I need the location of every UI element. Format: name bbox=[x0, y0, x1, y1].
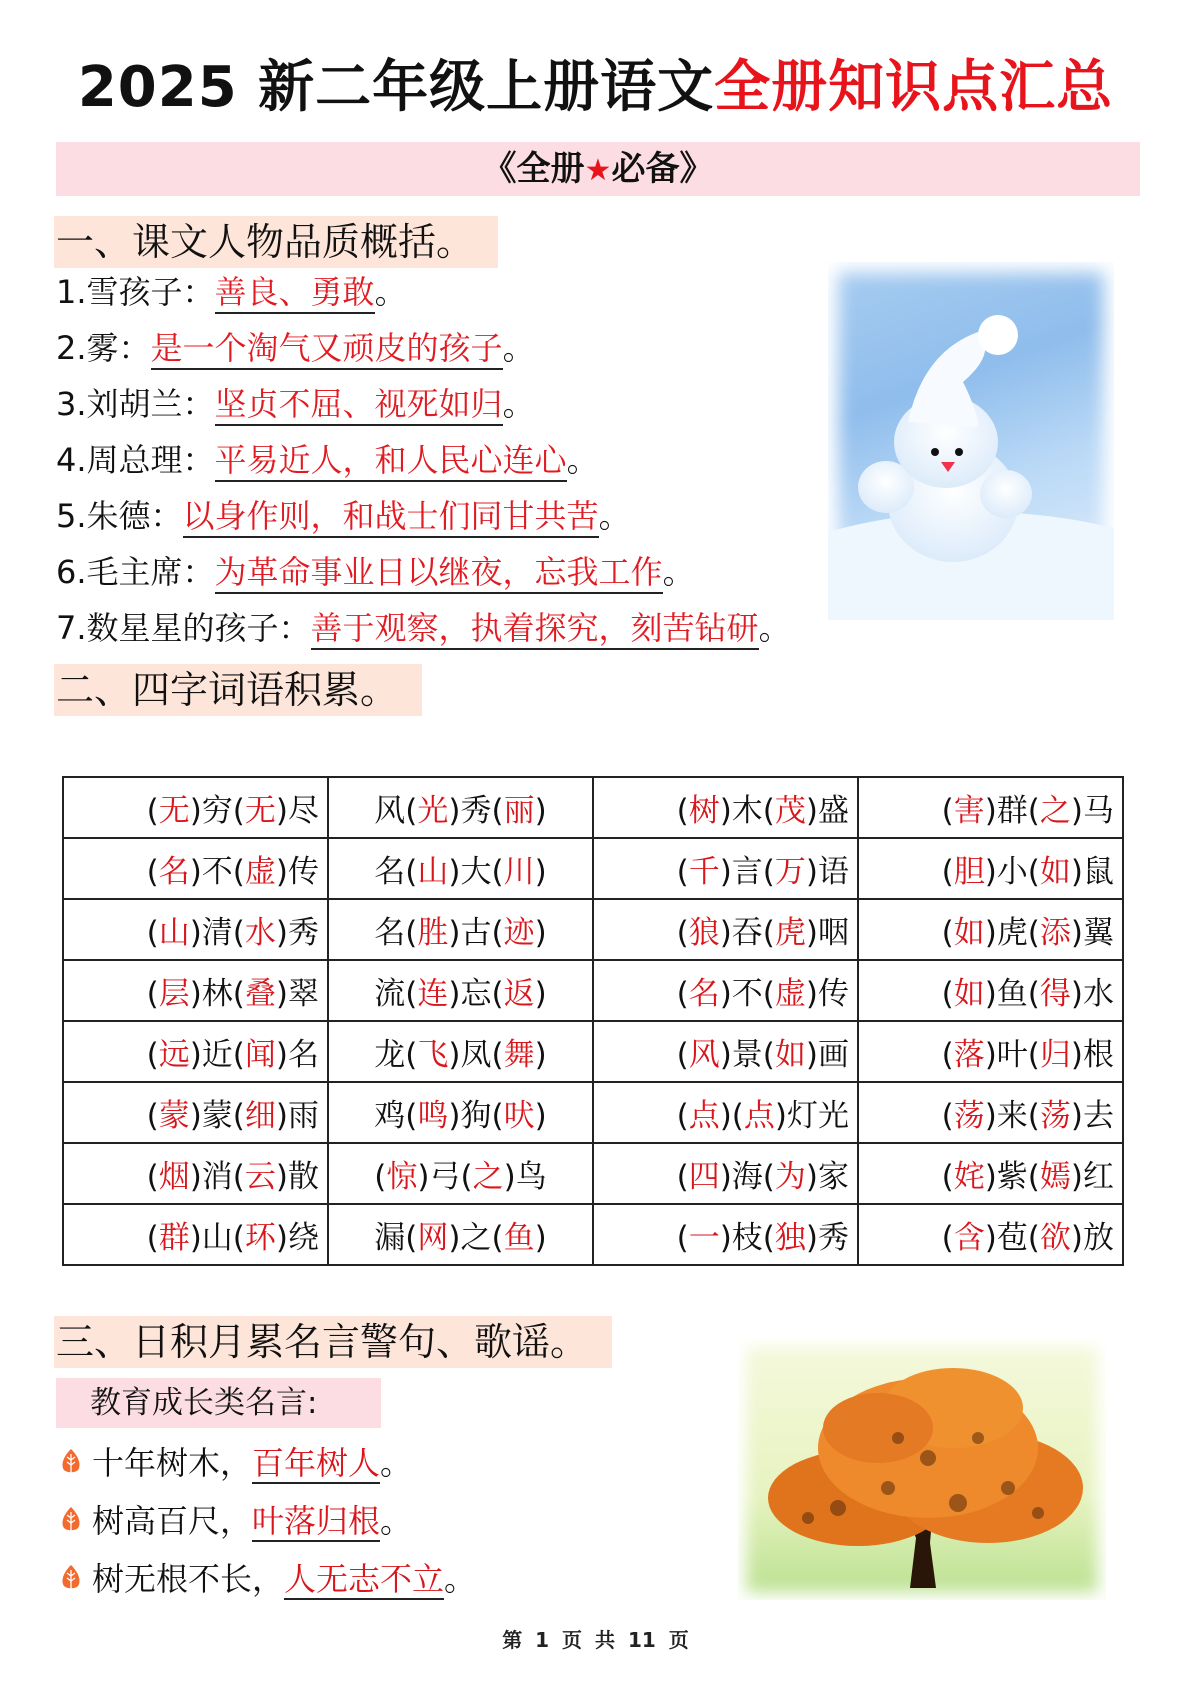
idiom-text: ( bbox=[146, 976, 159, 1012]
idiom-text: )穷( bbox=[189, 793, 245, 829]
idiom-text: )鸟 bbox=[503, 1159, 547, 1195]
idiom-text: )语 bbox=[805, 854, 849, 890]
idiom-text: )马 bbox=[1070, 793, 1114, 829]
idiom-row bbox=[63, 960, 1123, 1021]
idiom-row bbox=[63, 1204, 1123, 1265]
idiom-text: )叶( bbox=[984, 1037, 1040, 1073]
idiom-answer: 迹 bbox=[503, 915, 535, 951]
idiom-answer: 吠 bbox=[503, 1098, 535, 1134]
idiom-cell bbox=[858, 777, 1123, 838]
idiom-text: )名 bbox=[275, 1037, 319, 1073]
item-answer: 平易近人，和人民心连心 bbox=[215, 441, 567, 482]
idiom-cell bbox=[63, 1143, 328, 1204]
idiom-text: )秀( bbox=[448, 793, 504, 829]
item-end: 。 bbox=[598, 497, 631, 535]
idiom-text: ) bbox=[534, 1220, 547, 1256]
idiom-text: )鱼( bbox=[984, 976, 1040, 1012]
idiom-answer: 胜 bbox=[417, 915, 449, 951]
idiom-answer: 得 bbox=[1039, 976, 1071, 1012]
idiom-answer: 如 bbox=[774, 1037, 806, 1073]
item-answer: 坚贞不屈、视死如归 bbox=[215, 385, 503, 426]
item-label: 1.雪孩子： bbox=[56, 273, 215, 311]
idiom-cell bbox=[63, 960, 328, 1021]
idiom-text: )秀 bbox=[805, 1220, 849, 1256]
idiom-row bbox=[63, 1082, 1123, 1143]
idiom-row bbox=[63, 838, 1123, 899]
idiom-text: )翼 bbox=[1070, 915, 1114, 951]
title-main: 2025 新二年级上册语文 bbox=[77, 55, 715, 120]
item-label: 6.毛主席： bbox=[56, 553, 215, 591]
idiom-text: ) bbox=[534, 976, 547, 1012]
quote-answer: 百年树人 bbox=[252, 1444, 381, 1482]
page-title bbox=[0, 52, 1191, 124]
idiom-answer: 含 bbox=[953, 1220, 985, 1256]
idiom-text: ) bbox=[534, 793, 547, 829]
idiom-text: ( bbox=[941, 1098, 954, 1134]
idiom-text: )林( bbox=[189, 976, 245, 1012]
subtitle-banner bbox=[56, 142, 1140, 196]
idiom-text: ) bbox=[534, 915, 547, 951]
idiom-text: )雨 bbox=[275, 1098, 319, 1134]
idiom-answer: 名 bbox=[688, 976, 720, 1012]
item-end: 。 bbox=[662, 553, 695, 591]
idiom-text: )咽 bbox=[805, 915, 849, 951]
idiom-text: ( bbox=[676, 1220, 689, 1256]
idiom-answer: 惊 bbox=[386, 1159, 418, 1195]
idiom-text: )吞( bbox=[719, 915, 775, 951]
idiom-answer: 荡 bbox=[953, 1098, 985, 1134]
idiom-answer: 叠 bbox=[244, 976, 276, 1012]
idiom-text: )之( bbox=[448, 1220, 504, 1256]
snowman-photo bbox=[828, 262, 1114, 620]
idiom-answer: 舞 bbox=[503, 1037, 535, 1073]
idiom-text: )盛 bbox=[805, 793, 849, 829]
idiom-answer: 胆 bbox=[953, 854, 985, 890]
idiom-text: )水 bbox=[1070, 976, 1114, 1012]
item-answer: 善良、勇敢 bbox=[215, 273, 375, 314]
idiom-cell bbox=[63, 899, 328, 960]
idiom-text: )清( bbox=[189, 915, 245, 951]
idiom-text: )传 bbox=[805, 976, 849, 1012]
idiom-text: 鸡( bbox=[374, 1098, 418, 1134]
idiom-answer: 丽 bbox=[503, 793, 535, 829]
idiom-text: )虎( bbox=[984, 915, 1040, 951]
idiom-text: ( bbox=[941, 1037, 954, 1073]
item-label: 4.周总理： bbox=[56, 441, 215, 479]
idiom-text: )鼠 bbox=[1070, 854, 1114, 890]
idiom-row bbox=[63, 1143, 1123, 1204]
idiom-text: )枝( bbox=[719, 1220, 775, 1256]
leaf-icon bbox=[60, 1448, 82, 1478]
idiom-text: )尽 bbox=[275, 793, 319, 829]
idiom-answer: 虚 bbox=[244, 854, 276, 890]
idiom-cell bbox=[593, 777, 858, 838]
idiom-cell bbox=[593, 1082, 858, 1143]
idiom-answer: 一 bbox=[688, 1220, 720, 1256]
idiom-answer: 姹 bbox=[953, 1159, 985, 1195]
idiom-cell bbox=[593, 1204, 858, 1265]
idiom-cell bbox=[593, 1021, 858, 1082]
idiom-text: )海( bbox=[719, 1159, 775, 1195]
idiom-answer: 返 bbox=[503, 976, 535, 1012]
idiom-text: ( bbox=[676, 854, 689, 890]
idiom-answer: 群 bbox=[158, 1220, 190, 1256]
idiom-text: 名( bbox=[374, 915, 418, 951]
idiom-answer: 万 bbox=[774, 854, 806, 890]
item-label: 3.刘胡兰： bbox=[56, 385, 215, 423]
idiom-text: )绕 bbox=[275, 1220, 319, 1256]
idiom-text: )苞( bbox=[984, 1220, 1040, 1256]
idiom-cell bbox=[593, 838, 858, 899]
idiom-cell bbox=[328, 960, 593, 1021]
idiom-text: ( bbox=[941, 793, 954, 829]
idiom-text: )木( bbox=[719, 793, 775, 829]
idiom-answer: 归 bbox=[1039, 1037, 1071, 1073]
idiom-text: )画 bbox=[805, 1037, 849, 1073]
idiom-text: )景( bbox=[719, 1037, 775, 1073]
idiom-cell bbox=[63, 1204, 328, 1265]
idiom-text: )放 bbox=[1070, 1220, 1114, 1256]
idiom-text: ( bbox=[676, 1037, 689, 1073]
idiom-text: )弓( bbox=[417, 1159, 473, 1195]
idiom-answer: 蒙 bbox=[158, 1098, 190, 1134]
item-answer: 善于观察，执着探究，刻苦钻研 bbox=[311, 609, 759, 650]
idiom-text: )大( bbox=[448, 854, 504, 890]
idiom-text: )消( bbox=[189, 1159, 245, 1195]
character-item bbox=[56, 440, 599, 480]
title-highlight: 全册知识点汇总 bbox=[714, 55, 1114, 120]
idiom-answer: 无 bbox=[244, 793, 276, 829]
idiom-text: ( bbox=[146, 915, 159, 951]
idiom-row bbox=[63, 777, 1123, 838]
idiom-cell bbox=[858, 1143, 1123, 1204]
idiom-answer: 水 bbox=[244, 915, 276, 951]
idiom-text: 风( bbox=[374, 793, 418, 829]
item-end: 。 bbox=[374, 273, 407, 311]
idiom-text: ( bbox=[941, 976, 954, 1012]
idiom-answer: 如 bbox=[953, 976, 985, 1012]
idiom-text: )散 bbox=[275, 1159, 319, 1195]
item-answer: 以身作则，和战士们同甘共苦 bbox=[183, 497, 599, 538]
idiom-cell bbox=[593, 1143, 858, 1204]
idiom-cell bbox=[858, 1021, 1123, 1082]
item-end: 。 bbox=[502, 329, 535, 367]
idiom-text: )忘( bbox=[448, 976, 504, 1012]
idiom-answer: 环 bbox=[244, 1220, 276, 1256]
idiom-answer: 细 bbox=[244, 1098, 276, 1134]
idiom-cell bbox=[328, 1021, 593, 1082]
leaf-icon bbox=[60, 1506, 82, 1536]
autumn-tree-photo bbox=[738, 1338, 1106, 1600]
idiom-cell bbox=[858, 838, 1123, 899]
item-label: 7.数星星的孩子： bbox=[56, 609, 311, 647]
idiom-answer: 之 bbox=[472, 1159, 504, 1195]
idiom-answer: 虎 bbox=[774, 915, 806, 951]
section-1-heading: 一、课文人物品质概括。 bbox=[54, 216, 498, 268]
idiom-answer: 鸣 bbox=[417, 1098, 449, 1134]
idiom-answer: 茂 bbox=[774, 793, 806, 829]
idiom-text: 漏( bbox=[374, 1220, 418, 1256]
idiom-answer: 为 bbox=[774, 1159, 806, 1195]
idiom-answer: 欲 bbox=[1039, 1220, 1071, 1256]
idiom-answer: 网 bbox=[417, 1220, 449, 1256]
idiom-row bbox=[63, 899, 1123, 960]
subtitle-left: 《全册 bbox=[482, 149, 585, 189]
idiom-answer: 如 bbox=[1039, 854, 1071, 890]
idiom-cell bbox=[63, 1082, 328, 1143]
item-end: 。 bbox=[502, 385, 535, 423]
idiom-text: )根 bbox=[1070, 1037, 1114, 1073]
idiom-text: )来( bbox=[984, 1098, 1040, 1134]
idiom-text: 名( bbox=[374, 854, 418, 890]
idiom-text: )狗( bbox=[448, 1098, 504, 1134]
idiom-text: )凤( bbox=[448, 1037, 504, 1073]
idiom-answer: 狼 bbox=[688, 915, 720, 951]
idiom-text: )传 bbox=[275, 854, 319, 890]
idiom-cell bbox=[858, 899, 1123, 960]
idiom-text: ( bbox=[146, 1037, 159, 1073]
idiom-answer: 连 bbox=[417, 976, 449, 1012]
idiom-text: )家 bbox=[805, 1159, 849, 1195]
page-indicator: 第 1 页 共 11 页 bbox=[502, 1628, 689, 1652]
character-item bbox=[56, 608, 791, 648]
idiom-answer: 烟 bbox=[158, 1159, 190, 1195]
idiom-answer: 之 bbox=[1039, 793, 1071, 829]
idiom-answer: 荡 bbox=[1039, 1098, 1071, 1134]
idiom-answer: 树 bbox=[688, 793, 720, 829]
item-label: 2.雾： bbox=[56, 329, 151, 367]
idiom-text: )秀 bbox=[275, 915, 319, 951]
quote-answer: 人无志不立 bbox=[284, 1560, 445, 1598]
idiom-text: ( bbox=[941, 1159, 954, 1195]
idiom-text: )群( bbox=[984, 793, 1040, 829]
idiom-text: ) bbox=[534, 1098, 547, 1134]
idiom-text: )去 bbox=[1070, 1098, 1114, 1134]
character-item bbox=[56, 328, 535, 368]
quote-item bbox=[60, 1442, 412, 1484]
idiom-text: ( bbox=[146, 1098, 159, 1134]
section-2-heading: 二、四字词语积累。 bbox=[54, 664, 422, 716]
snowman-icon bbox=[828, 262, 1114, 620]
idiom-text: )言( bbox=[719, 854, 775, 890]
idiom-text: )红 bbox=[1070, 1159, 1114, 1195]
idiom-row bbox=[63, 1021, 1123, 1082]
quote-item bbox=[60, 1558, 476, 1600]
idiom-text: )蒙( bbox=[189, 1098, 245, 1134]
idiom-answer: 四 bbox=[688, 1159, 720, 1195]
idiom-answer: 千 bbox=[688, 854, 720, 890]
idiom-cell bbox=[328, 1082, 593, 1143]
idiom-text: )古( bbox=[448, 915, 504, 951]
idiom-cell bbox=[328, 899, 593, 960]
star-icon: ★ bbox=[584, 153, 612, 188]
item-label: 5.朱德： bbox=[56, 497, 183, 535]
idiom-text: ( bbox=[146, 1220, 159, 1256]
idiom-cell bbox=[328, 777, 593, 838]
character-item bbox=[56, 552, 695, 592]
idiom-text: ( bbox=[676, 1098, 689, 1134]
character-item bbox=[56, 272, 407, 312]
idiom-text: )不( bbox=[719, 976, 775, 1012]
idiom-text: ( bbox=[676, 915, 689, 951]
idiom-text: 龙( bbox=[374, 1037, 418, 1073]
idiom-text: )小( bbox=[984, 854, 1040, 890]
character-item bbox=[56, 384, 535, 424]
item-answer: 是一个淘气又顽皮的孩子 bbox=[151, 329, 503, 370]
leaf-icon bbox=[60, 1564, 82, 1594]
tree-icon bbox=[738, 1338, 1106, 1600]
idiom-cell bbox=[858, 960, 1123, 1021]
idiom-answer: 点 bbox=[743, 1098, 775, 1134]
idiom-answer: 独 bbox=[774, 1220, 806, 1256]
idiom-cell bbox=[328, 838, 593, 899]
idiom-cell bbox=[593, 960, 858, 1021]
quote-category-label: 教育成长类名言: bbox=[56, 1378, 381, 1428]
subtitle-right: 必备》 bbox=[611, 149, 714, 189]
idiom-text: ( bbox=[146, 1159, 159, 1195]
idiom-text: )翠 bbox=[275, 976, 319, 1012]
idiom-answer: 添 bbox=[1039, 915, 1071, 951]
idiom-text: ( bbox=[676, 793, 689, 829]
idiom-cell bbox=[858, 1082, 1123, 1143]
idiom-answer: 山 bbox=[158, 915, 190, 951]
quote-item bbox=[60, 1500, 412, 1542]
idiom-answer: 飞 bbox=[417, 1037, 449, 1073]
idiom-answer: 点 bbox=[688, 1098, 720, 1134]
quote-end: 。 bbox=[444, 1560, 477, 1598]
idiom-answer: 层 bbox=[158, 976, 190, 1012]
idiom-text: ( bbox=[146, 854, 159, 890]
idiom-answer: 风 bbox=[688, 1037, 720, 1073]
idiom-text: ) bbox=[534, 854, 547, 890]
idiom-text: ( bbox=[374, 1159, 387, 1195]
idiom-text: )紫( bbox=[984, 1159, 1040, 1195]
idiom-text: 流( bbox=[374, 976, 418, 1012]
quote-answer: 叶落归根 bbox=[252, 1502, 381, 1540]
idiom-text: ( bbox=[941, 1220, 954, 1256]
idiom-cell bbox=[328, 1204, 593, 1265]
quote-end: 。 bbox=[380, 1502, 413, 1540]
idiom-text: ( bbox=[941, 854, 954, 890]
item-end: 。 bbox=[566, 441, 599, 479]
idiom-text: ( bbox=[941, 915, 954, 951]
idiom-answer: 落 bbox=[953, 1037, 985, 1073]
character-item bbox=[56, 496, 631, 536]
idiom-answer: 川 bbox=[503, 854, 535, 890]
idiom-text: )不( bbox=[189, 854, 245, 890]
idiom-text: ) bbox=[534, 1037, 547, 1073]
idiom-answer: 如 bbox=[953, 915, 985, 951]
idiom-answer: 云 bbox=[244, 1159, 276, 1195]
item-end: 。 bbox=[758, 609, 791, 647]
quote-text: 十年树木， bbox=[92, 1444, 253, 1482]
idiom-answer: 山 bbox=[417, 854, 449, 890]
idiom-answer: 闻 bbox=[244, 1037, 276, 1073]
idiom-text: )灯光 bbox=[774, 1098, 849, 1134]
quote-text: 树无根不长， bbox=[92, 1560, 285, 1598]
idiom-cell bbox=[593, 899, 858, 960]
section-3-heading: 三、日积月累名言警句、歌谣。 bbox=[54, 1316, 612, 1368]
idiom-text: )山( bbox=[189, 1220, 245, 1256]
idiom-answer: 鱼 bbox=[503, 1220, 535, 1256]
idiom-cell bbox=[858, 1204, 1123, 1265]
idiom-text: ( bbox=[146, 793, 159, 829]
idiom-answer: 害 bbox=[953, 793, 985, 829]
idiom-text: )( bbox=[719, 1098, 744, 1134]
idiom-answer: 嫣 bbox=[1039, 1159, 1071, 1195]
item-answer: 为革命事业日以继夜，忘我工作 bbox=[215, 553, 663, 594]
idiom-cell bbox=[63, 1021, 328, 1082]
idiom-text: ( bbox=[676, 976, 689, 1012]
idiom-table bbox=[62, 776, 1124, 1266]
quote-text: 树高百尺， bbox=[92, 1502, 253, 1540]
idiom-text: ( bbox=[676, 1159, 689, 1195]
idiom-cell bbox=[63, 838, 328, 899]
idiom-text: )近( bbox=[189, 1037, 245, 1073]
idiom-answer: 光 bbox=[417, 793, 449, 829]
idiom-answer: 远 bbox=[158, 1037, 190, 1073]
idiom-answer: 虚 bbox=[774, 976, 806, 1012]
idiom-cell bbox=[63, 777, 328, 838]
quote-end: 。 bbox=[380, 1444, 413, 1482]
idiom-answer: 名 bbox=[158, 854, 190, 890]
idiom-cell bbox=[328, 1143, 593, 1204]
idiom-answer: 无 bbox=[158, 793, 190, 829]
